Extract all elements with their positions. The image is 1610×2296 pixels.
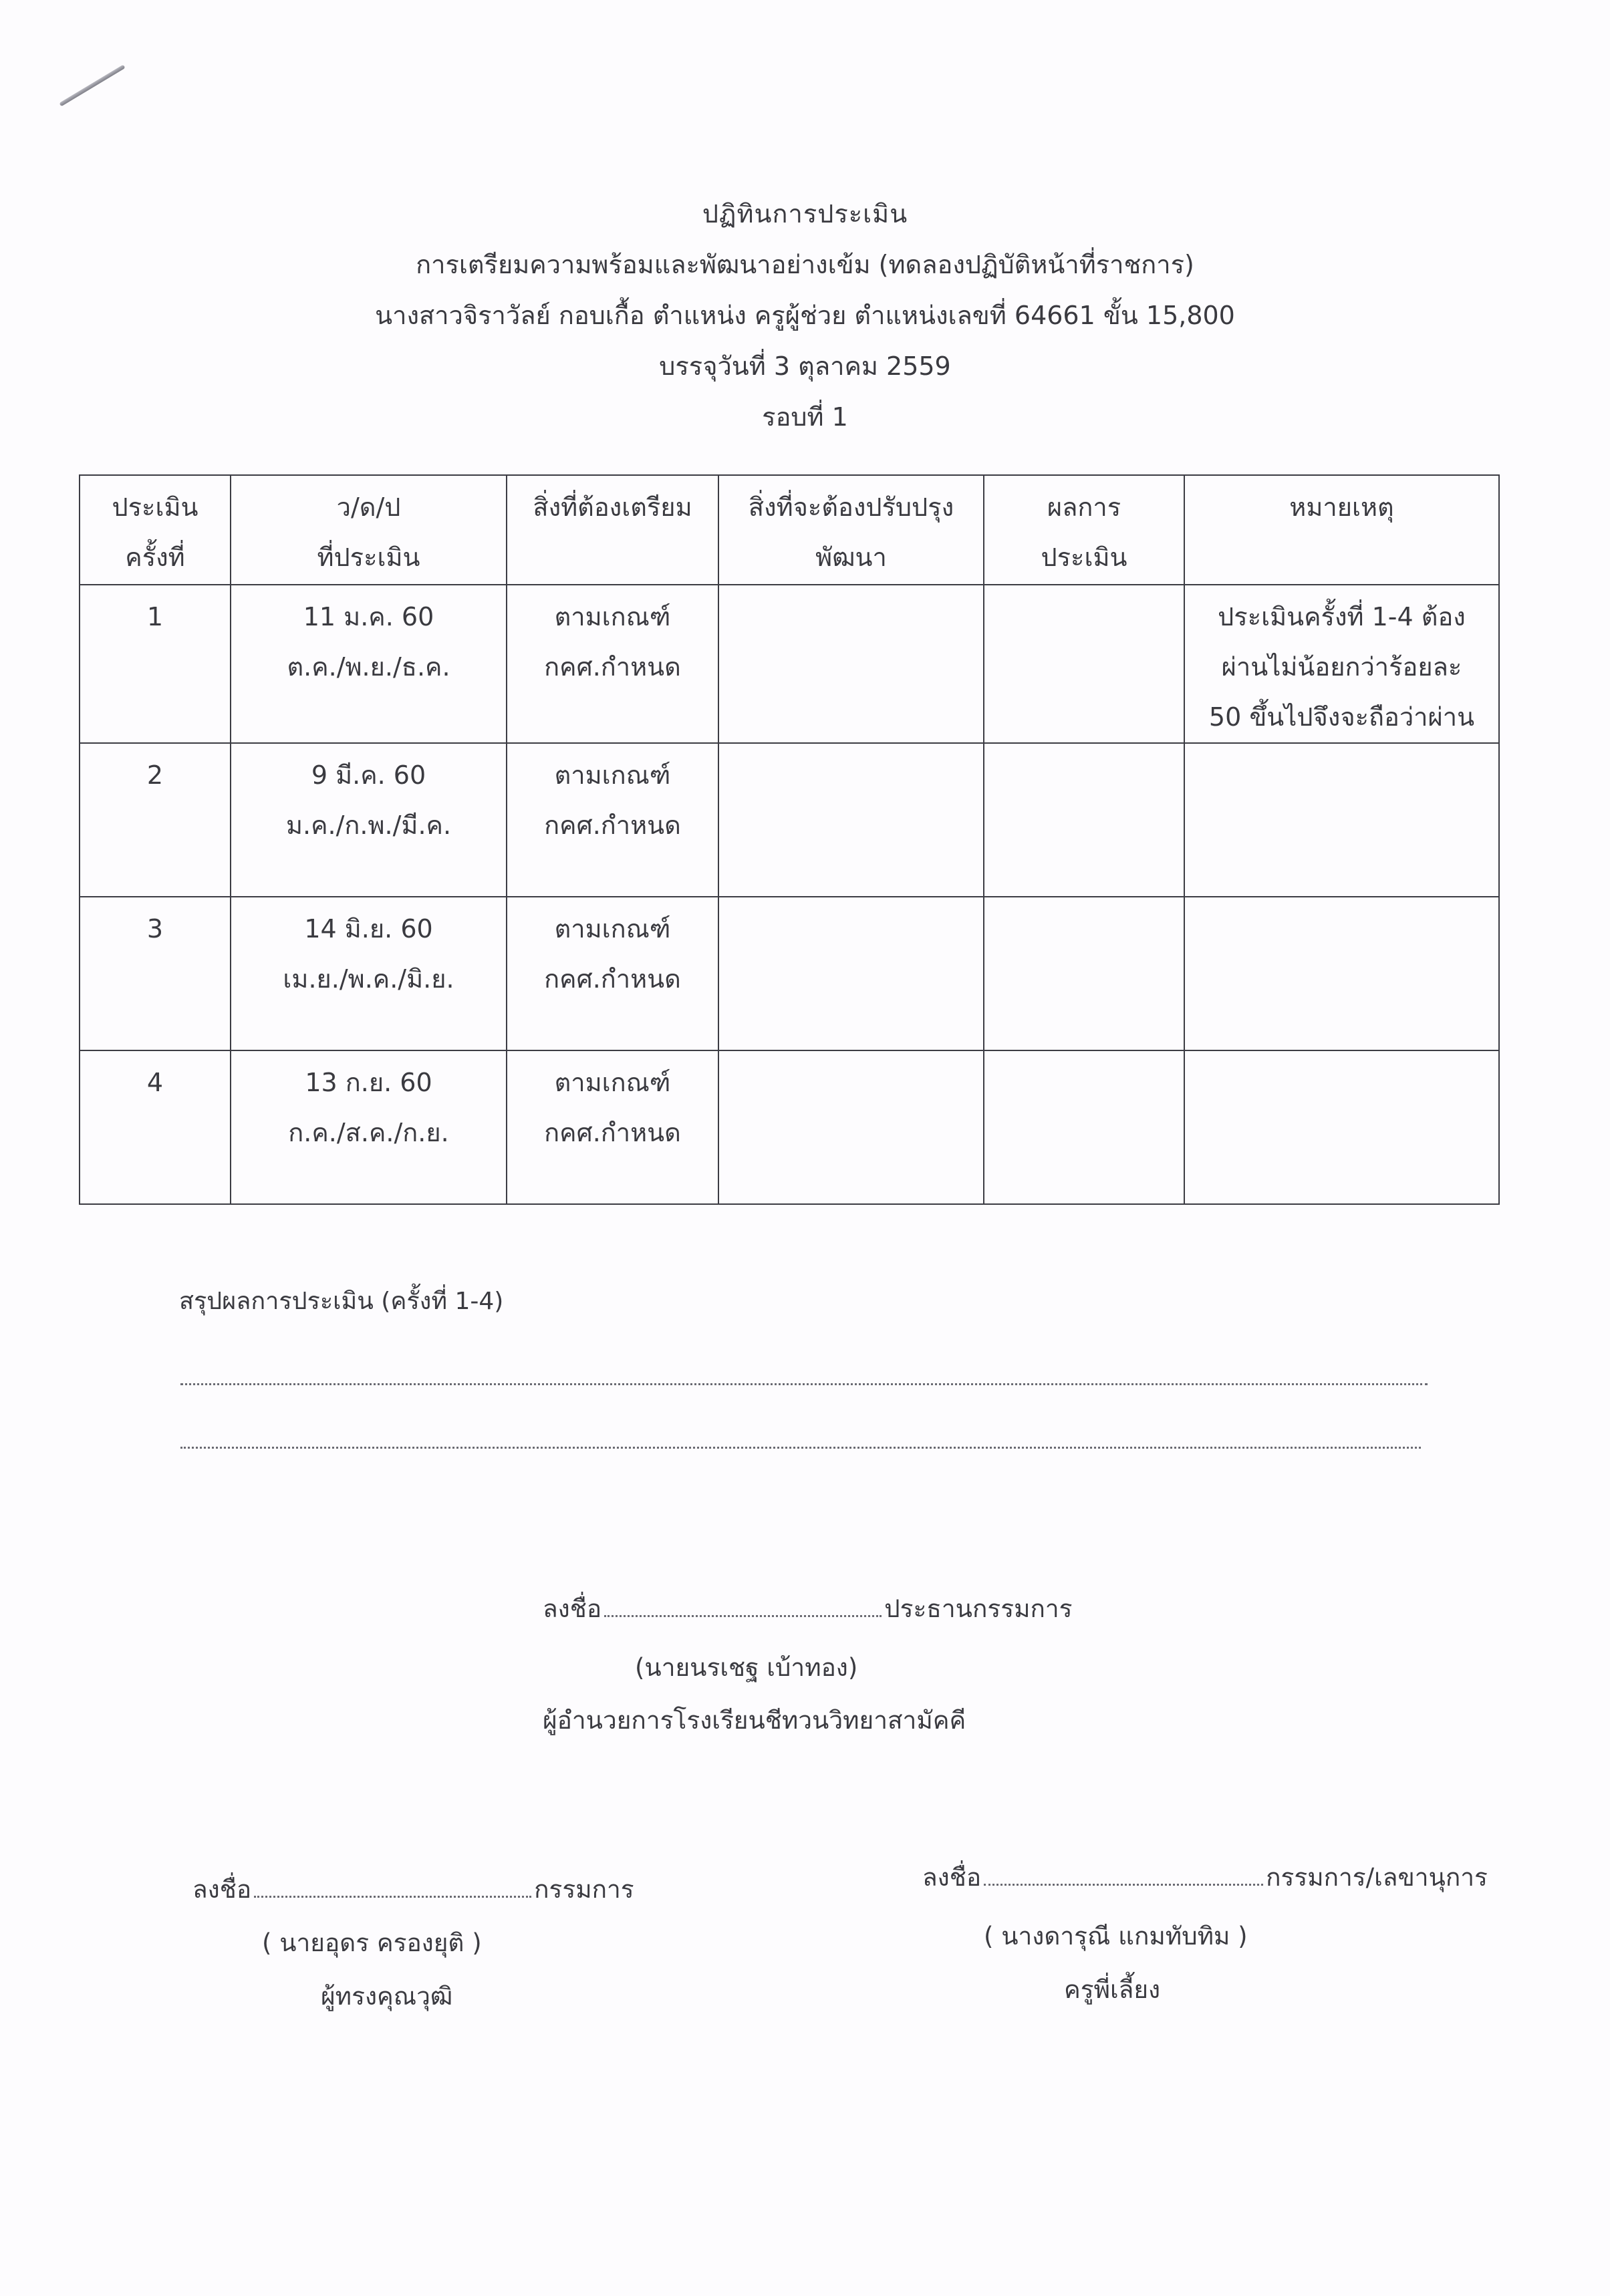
cell-result <box>984 897 1184 1050</box>
col-header-preparation: สิ่งที่ต้องเตรียม <box>507 475 718 585</box>
signature-prefix: ลงชื่อ <box>192 1875 252 1904</box>
staple-mark <box>59 65 125 107</box>
member-name: ( นายอุดร ครองยุติ ) <box>262 1928 482 1957</box>
member-signature-line <box>192 1870 634 1909</box>
secretary-title: ครูพี่เลี้ยง <box>1064 1975 1161 2004</box>
cell-result <box>984 743 1184 897</box>
cell-preparation: ตามเกณฑ์ กคศ.กำหนด <box>507 897 718 1050</box>
table-row <box>80 1050 1499 1204</box>
summary-dotted-line <box>180 1383 1428 1385</box>
cell-remark <box>1184 897 1499 1050</box>
table-row <box>80 743 1499 897</box>
col-header-remark: หมายเหตุ <box>1184 475 1499 585</box>
cell-round-number: 2 <box>80 743 231 897</box>
signature-prefix: ลงชื่อ <box>922 1863 982 1892</box>
cell-date: 11 ม.ค. 60 ต.ค./พ.ย./ธ.ค. <box>231 585 507 743</box>
signature-dots <box>254 1876 531 1898</box>
header-person: นางสาวจิราวัลย์ กอบเกื้อ ตำแหน่ง ครูผู้ช่วย ตำแหน่งเลขที่ 64661 ขั้น 15,800 <box>375 301 1235 330</box>
member-role: กรรมการ <box>534 1875 634 1904</box>
cell-remark <box>1184 1050 1499 1204</box>
summary-label: สรุปผลการประเมิน (ครั้งที่ 1-4) <box>179 1288 504 1315</box>
cell-preparation: ตามเกณฑ์ กคศ.กำหนด <box>507 1050 718 1204</box>
cell-round-number: 4 <box>80 1050 231 1204</box>
header-appointed-date: บรรจุวันที่ 3 ตุลาคม 2559 <box>659 351 951 381</box>
col-header-improvement: สิ่งที่จะต้องปรับปรุง พัฒนา <box>718 475 984 585</box>
table-row <box>80 897 1499 1050</box>
cell-date: 14 มิ.ย. 60 เม.ย./พ.ค./มิ.ย. <box>231 897 507 1050</box>
cell-remark <box>1184 743 1499 897</box>
cell-improvement <box>718 897 984 1050</box>
cell-result <box>984 585 1184 743</box>
chair-role: ประธานกรรมการ <box>884 1594 1073 1623</box>
chair-signature-line <box>543 1589 1073 1628</box>
assessment-table <box>79 474 1500 1205</box>
chair-title: ผู้อำนวยการโรงเรียนชีทวนวิทยาสามัคคี <box>543 1706 966 1735</box>
member-title: ผู้ทรงคุณวุฒิ <box>321 1982 453 2011</box>
cell-remark: ประเมินครั้งที่ 1-4 ต้อง ผ่านไม่น้อยกว่าร้อยละ 50 ขึ้นไปจึงจะถือว่าผ่าน <box>1184 585 1499 743</box>
header-round: รอบที่ 1 <box>762 402 848 432</box>
secretary-name: ( นางดารุณี แกมทับทิม ) <box>984 1922 1248 1951</box>
cell-preparation: ตามเกณฑ์ กคศ.กำหนด <box>507 743 718 897</box>
cell-improvement <box>718 1050 984 1204</box>
secretary-role: กรรมการ/เลขานุการ <box>1266 1863 1488 1892</box>
cell-round-number: 3 <box>80 897 231 1050</box>
chair-name: (นายนรเชฐ เบ้าทอง) <box>635 1653 858 1682</box>
cell-improvement <box>718 585 984 743</box>
secretary-signature-line <box>922 1858 1488 1897</box>
cell-result <box>984 1050 1184 1204</box>
cell-preparation: ตามเกณฑ์ กคศ.กำหนด <box>507 585 718 743</box>
table-header-row <box>80 475 1499 585</box>
cell-round-number: 1 <box>80 585 231 743</box>
table-row <box>80 585 1499 743</box>
col-header-round: ประเมิน ครั้งที่ <box>80 475 231 585</box>
signature-dots <box>604 1595 882 1617</box>
col-header-result: ผลการ ประเมิน <box>984 475 1184 585</box>
cell-improvement <box>718 743 984 897</box>
cell-date: 13 ก.ย. 60 ก.ค./ส.ค./ก.ย. <box>231 1050 507 1204</box>
document-header <box>0 188 1610 442</box>
signature-dots <box>984 1864 1263 1886</box>
cell-date: 9 มี.ค. 60 ม.ค./ก.พ./มี.ค. <box>231 743 507 897</box>
header-title: ปฏิทินการประเมิน <box>702 199 908 229</box>
signature-prefix: ลงชื่อ <box>543 1594 602 1623</box>
summary-dotted-line <box>180 1447 1421 1449</box>
header-subtitle: การเตรียมความพร้อมและพัฒนาอย่างเข้ม (ทดลองปฏิบัติหน้าที่ราชการ) <box>416 250 1194 279</box>
col-header-date: ว/ด/ป ที่ประเมิน <box>231 475 507 585</box>
